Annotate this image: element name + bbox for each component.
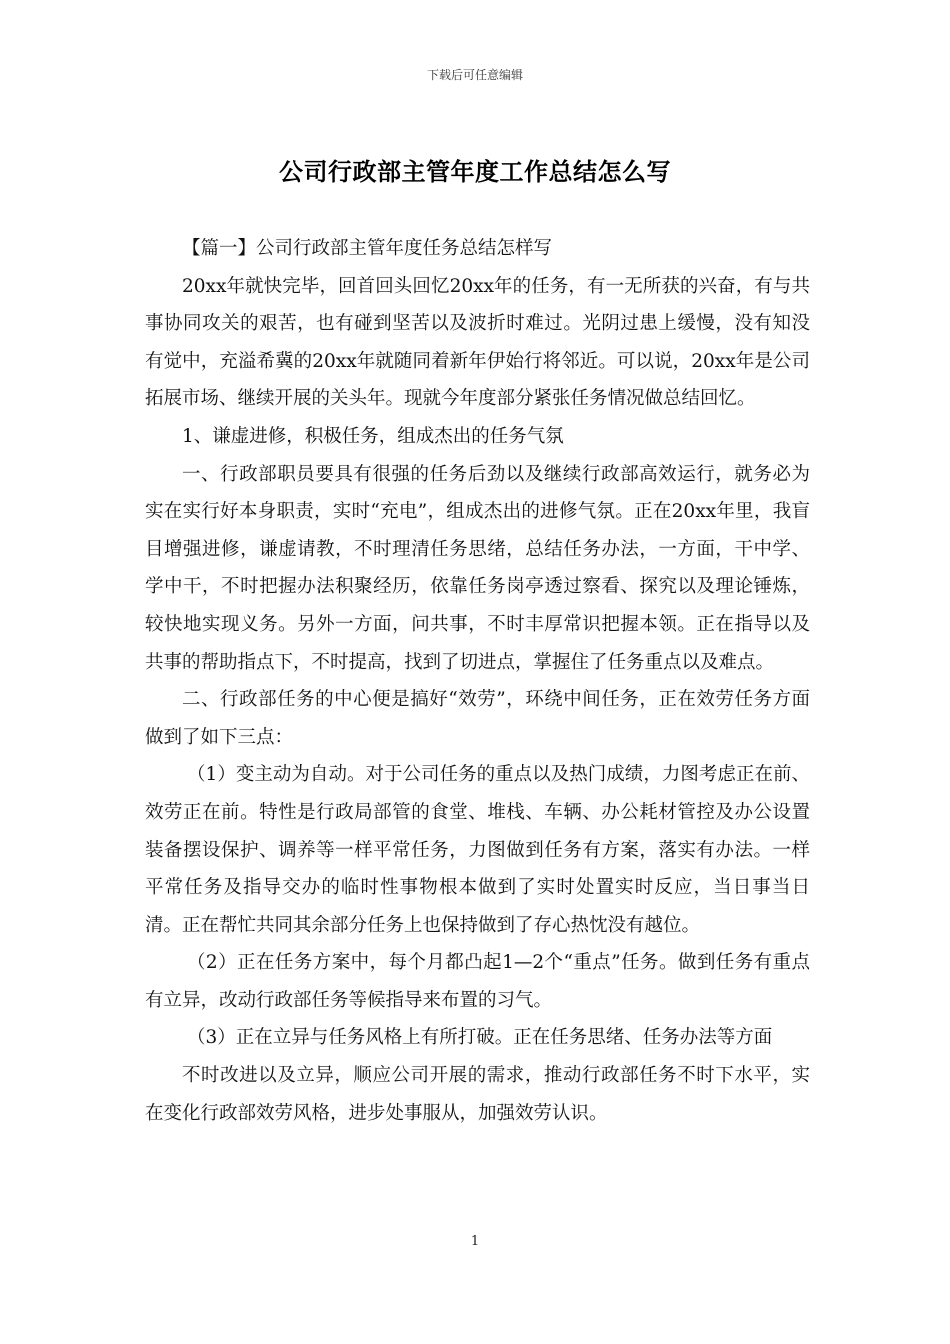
page-number: 1 bbox=[470, 1234, 480, 1249]
body-paragraph: 一、行政部职员要具有很强的任务后劲以及继续行政部高效运行，就务必为实在实行好本身职责，实时“充电”，组成杰出的进修气氛。正在20xx年里，我盲目增强进修，谦虚请教，不时理清任务思绪，总结任务办法，一方面，干中学、学中干，不时把握办法积聚经历，依靠任务岗亭透过察看、探究以及理论锤炼，较快地实现义务。另外一方面，问共事，不时丰厚常识把握本领。正在指导以及共事的帮助指点下，不时提高，找到了切进点，掌握住了任务重点以及难点。 bbox=[145, 463, 810, 673]
header-note: 下载后可任意编辑 bbox=[426, 68, 523, 82]
section-heading: 【篇一】公司行政部主管年度任务总结怎样写 bbox=[182, 238, 553, 259]
subsection-heading: 1、谦虚进修，积极任务，组成杰出的任务气氛 bbox=[182, 425, 564, 447]
body-paragraph: 二、行政部任务的中心便是搞好“效劳”，环绕中间任务，正在效劳任务方面做到了如下三点： bbox=[145, 689, 810, 748]
body-paragraph: 不时改进以及立异，顺应公司开展的需求，推动行政部任务不时下水平，实在变化行政部效劳风格，进步处事服从，加强效劳认识。 bbox=[145, 1065, 810, 1124]
list-item-paragraph: （1）变主动为自动。对于公司任务的重点以及热门成绩，力图考虑正在前、效劳正在前。特性是行政局部管的食堂、堆栈、车辆、办公耗材管控及办公设置装备摆设保护、调养等一样平常任务，力图做到任务有方案，落实有办法。一样平常任务及指导交办的临时性事物根本做到了实时处置实时反应，当日事当日清。正在帮忙共同其余部分任务上也保持做到了存心热忱没有越位。 bbox=[145, 764, 810, 936]
document-body bbox=[145, 230, 810, 1132]
list-item-paragraph: （3）正在立异与任务风格上有所打破。正在任务思绪、任务办法等方面 bbox=[187, 1027, 773, 1049]
document-title: 公司行政部主管年度工作总结怎么写 bbox=[279, 157, 671, 186]
body-paragraph: 20xx年就快完毕，回首回头回忆20xx年的任务，有一无所获的兴奋，有与共事协同攻关的艰苦，也有碰到坚苦以及波折时难过。光阴过患上缓慢，没有知没有觉中，充溢希冀的20xx年就随同着新年伊始行将邻近。可以说，20xx年是公司拓展市场、继续开展的关头年。现就今年度部分紧张任务情况做总结回忆。 bbox=[145, 275, 810, 410]
list-item-paragraph: （2）正在任务方案中，每个月都凸起1—2个“重点”任务。做到任务有重点有立异，改动行政部任务等候指导来布置的习气。 bbox=[145, 952, 810, 1011]
